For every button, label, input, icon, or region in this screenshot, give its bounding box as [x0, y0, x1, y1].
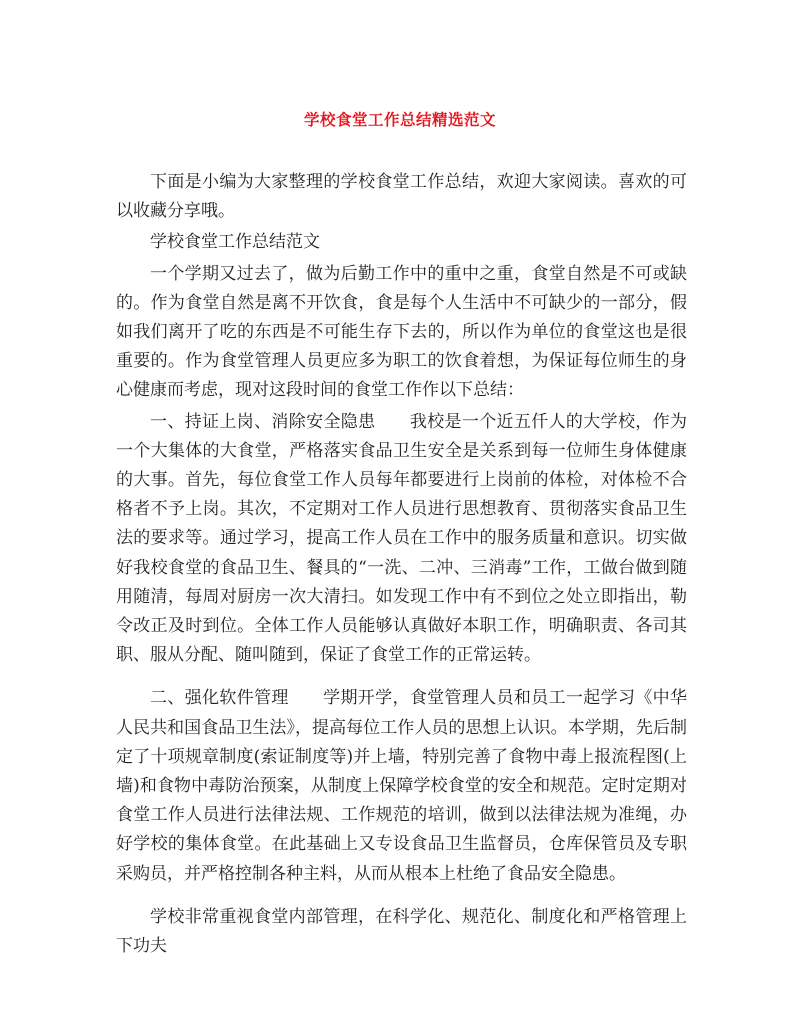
section2-heading: 二、强化软件管理 — [150, 688, 289, 709]
section1-paragraph — [116, 408, 687, 671]
subtitle-paragraph: 学校食堂工作总结范文 — [150, 232, 320, 253]
section1-text: 我校是一个近五仟人的大学校，作为一个大集体的大食堂，严格落实食品卫生安全是关系到每一位师生身体健康的大事。首先，每位食堂工作人员每年都要进行上岗前的体检，对体检不合格者不予上岗。其次，不定期对工作人员进行思想教育、贯彻落实食品卫生法的要求等。通过学习，提高工作人员在工作中的服务质量和意识。切实做好我校食堂的食品卫生、餐具的“一洗、二冲、三消毒”工作，工做台做到随用随清，每周对厨房一次大清扫。如发现工作中有不到位之处立即指出，勒令改正及时到位。全体工作人员能够认真做好本职工作，明确职责、各司其职、服从分配、随叫随到，保证了食堂工作的正常运转。 — [116, 411, 688, 666]
intro-paragraph: 下面是小编为大家整理的学校食堂工作总结，欢迎大家阅读。喜欢的可以收藏分享哦。 — [116, 172, 687, 222]
closing-paragraph: 学校非常重视食堂内部管理，在科学化、规范化、制度化和严格管理上下功夫 — [116, 906, 687, 957]
opening-paragraph: 一个学期又过去了，做为后勤工作中的重中之重，食堂自然是不可或缺的。作为食堂自然是离不开饮食，食是每个人生活中不可缺少的一部分，假如我们离开了吃的东西是不可能生存下去的，所以作为单位的食堂这也是很重要的。作为食堂管理人员更应多为职工的饮食着想，为保证每位师生的身心健康而考虑，现对这段时间的食堂工作作以下总结： — [116, 263, 687, 401]
section2-paragraph — [116, 684, 687, 888]
document-title: 学校食堂工作总结精选范文 — [303, 110, 496, 129]
document-body — [116, 168, 687, 963]
section1-heading: 一、持证上岗、消除安全隐患 — [150, 411, 376, 432]
section2-text: 学期开学，食堂管理人员和员工一起学习《中华人民共和国食品卫生法》，提高每位工作人员的思想上认识。本学期，先后制定了十项规章制度(索证制度等)并上墙，特别完善了食物中毒上报流程图(上墙)和食物中毒防治预案，从制度上保障学校食堂的安全和规范。定时定期对食堂工作人员进行法律法规、工作规范的培训，做到以法律法规为准绳，办好学校的集体食堂。在此基础上又专设食品卫生监督员，仓库保管员及专职采购员，并严格控制各种主料，从而从根本上杜绝了食品安全隐患。 — [116, 688, 688, 884]
